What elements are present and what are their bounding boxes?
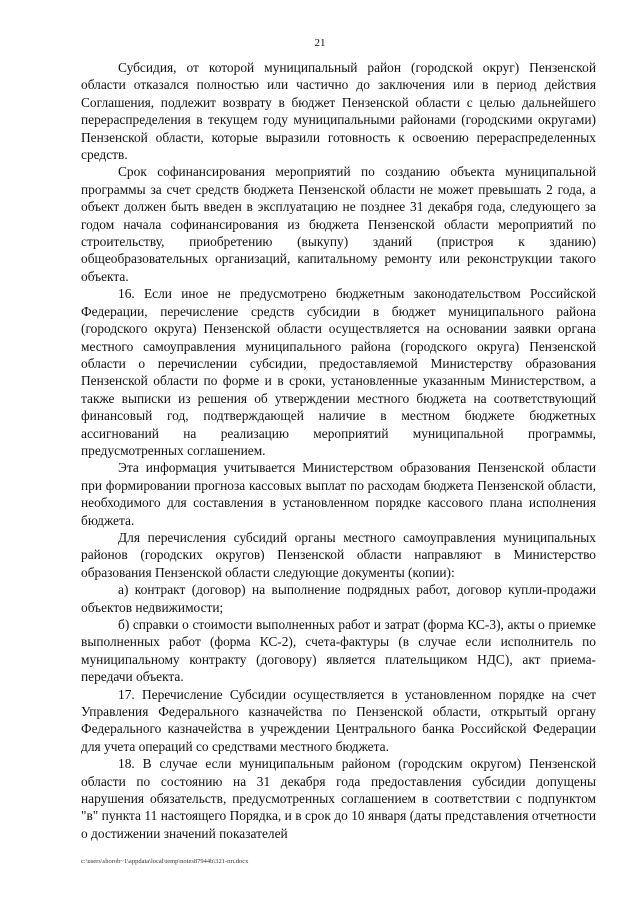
paragraph-item-a: а) контракт (договор) на выполнение подрядных работ, договор купли-продажи объектов недвижимости; [81,582,596,615]
paragraph-cofinancing-term: Срок софинансирования мероприятий по созданию объекта муниципальной программы за счет средств бюджета Пензенской области не может превышать 2 года, а объект должен быть введен в эксплуатацию не позднее 31 декабря года, следующего за годом начала софинансирования из бюджета Пензенской области мероприятий по строительству, приобретению (выкупу) зданий (пристроя к зданию) общеобразовательных организаций, капитальному ремонту или реконструкции такого объекта. [81,164,596,284]
paragraph-16: 16. Если иное не предусмотрено бюджетным законодательством Российской Федерации, перечисление средств субсидии в бюджет муниципального района (городского округа) Пензенской области осуществляется на основании заявки органа местного самоуправления муниципального района (городского округа) Пензенской области о перечислении субсидии, предоставляемой Министерству образования Пензенской области по форме и в сроки, установленные указанным Министерством, а также выписки из решения об утверждении местного бюджета на соответствующий финансовый год, подтверждающей наличие в местном бюджете бюджетных ассигнований на реализацию мероприятий муниципальной программы, предусмотренных соглашением. [81,286,596,458]
page-number: 21 [314,37,326,49]
paragraph-17: 17. Перечисление Субсидии осуществляется в установленном порядке на счет Управления Федерального казначейства по Пензенской области, открытый органу Федерального казначейства в учреждении Центрального банка Российской Федерации для учета операций со средствами местного бюджета. [81,686,596,754]
document-body [81,59,596,842]
paragraph-documents-list: Для перечисления субсидий органы местного самоуправления муниципальных районов (городских округов) Пензенской области направляют в Министерство образования Пензенской области следующие документы (копии): [81,529,596,580]
paragraph-cash-forecast: Эта информация учитывается Министерством образования Пензенской области при формировании прогноза кассовых выплат по расходам бюджета Пензенской области, необходимого для составления в установленном порядке кассового плана исполнения бюджета. [81,460,596,528]
footer-file-path: c:\users\shorob~1\appdata\local\temp\notes87944b\321-пп.docx [81,858,249,865]
paragraph-subsidy-return: Субсидия, от которой муниципальный район (городской округ) Пензенской области отказался полностью или частично до заключения или в период действия Соглашения, подлежит возврату в бюджет Пензенской области с целью дальнейшего перераспределения в текущем году муниципальными районами (городскими округами) Пензенской области, которые выразили готовность к освоению перераспределенных средств. [81,60,596,163]
paragraph-18: 18. В случае если муниципальным районом (городским округом) Пензенской области по состоянию на 31 декабря года предоставления субсидии допущены нарушения обязательств, предусмотренных соглашением в соответствии с подпунктом "в" пункта 11 настоящего Порядка, и в срок до 10 января (даты представления отчетности о достижении значений показателей [81,756,596,841]
paragraph-item-b: б) справки о стоимости выполненных работ и затрат (форма КС-3), акты о приемке выполненных работ (форма КС-2), счета-фактуры (в случае если исполнитель по муниципальному контракту (договору) является плательщиком НДС), акт приема-передачи объекта. [81,617,596,685]
